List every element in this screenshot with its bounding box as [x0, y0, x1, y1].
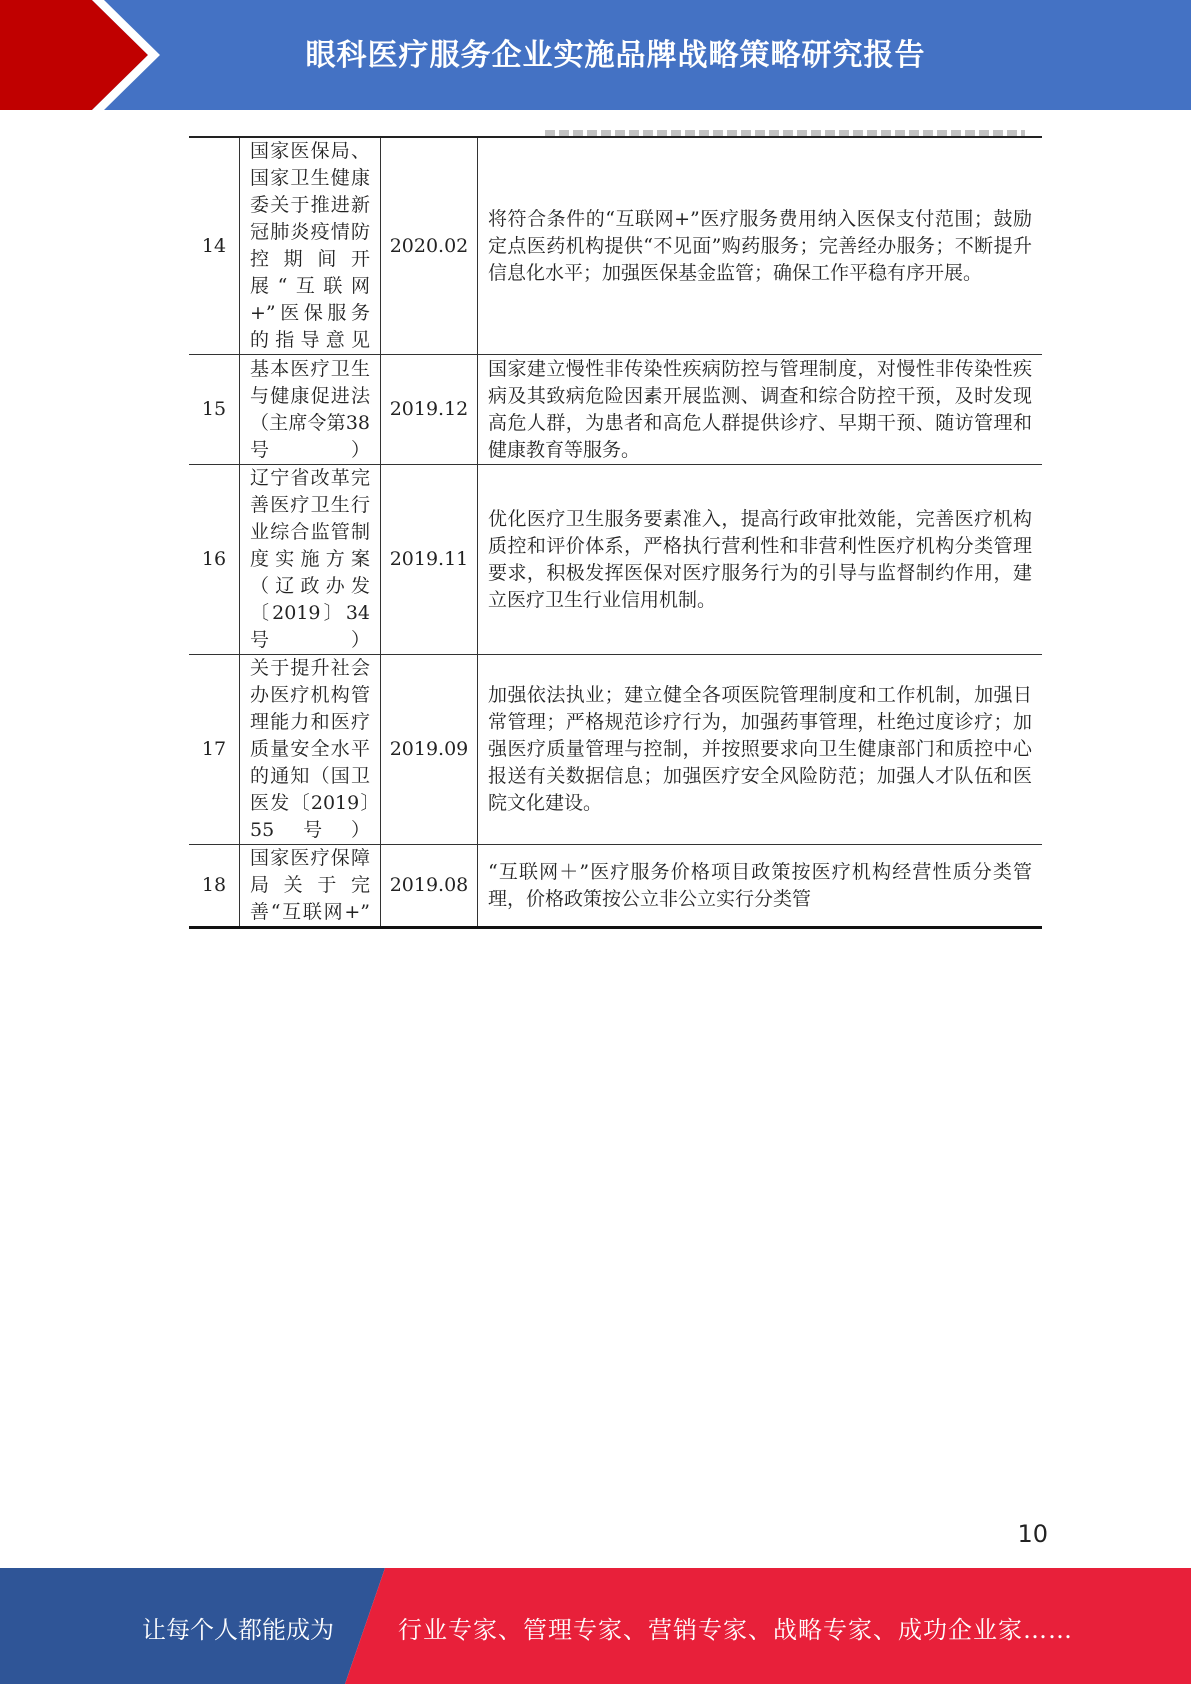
policy-date: 2019.09 [381, 655, 478, 845]
row-number: 14 [189, 137, 240, 355]
row-number: 17 [189, 655, 240, 845]
row-number: 18 [189, 845, 240, 928]
footer-slogan-right: 行业专家、管理专家、营销专家、战略专家、成功企业家…… [398, 1616, 1073, 1644]
page-header [0, 0, 1191, 110]
policy-description: 国家建立慢性非传染性疾病防控与管理制度，对慢性非传染性疾病及其致病危险因素开展监测、调查和综合防控干预，及时发现高危人群，为患者和高危人群提供诊疗、早期干预、随访管理和健康教育等服务。 [478, 355, 1043, 465]
table-row [189, 845, 1042, 928]
policy-description: 将符合条件的“互联网+”医疗服务费用纳入医保支付范围；鼓励定点医药机构提供“不见面”购药服务；完善经办服务；不断提升信息化水平；加强医保基金监管；确保工作平稳有序开展。 [478, 137, 1043, 355]
table-row [189, 655, 1042, 845]
row-number: 16 [189, 465, 240, 655]
footer-slogan-left: 让每个人都能成为 [142, 1616, 334, 1644]
policy-title: 关于提升社会办医疗机构管理能力和医疗质量安全水平的通知（国卫医发〔2019〕55号） [240, 655, 381, 845]
policy-date: 2019.08 [381, 845, 478, 928]
policy-description: “互联网＋”医疗服务价格项目政策按医疗机构经营性质分类管理，价格政策按公立非公立实行分类管 [478, 845, 1043, 928]
policy-date: 2019.11 [381, 465, 478, 655]
policy-title: 基本医疗卫生与健康促进法（主席令第38号） [240, 355, 381, 465]
page-number: 10 [1017, 1520, 1048, 1548]
policy-date: 2020.02 [381, 137, 478, 355]
policy-table [189, 136, 1042, 929]
policy-date: 2019.12 [381, 355, 478, 465]
document-title: 眼科医疗服务企业实施品牌战略策略研究报告 [305, 38, 926, 73]
row-number: 15 [189, 355, 240, 465]
table-row [189, 355, 1042, 465]
table-row [189, 465, 1042, 655]
policy-title: 辽宁省改革完善医疗卫生行业综合监管制度实施方案（辽政办发〔2019〕34号） [240, 465, 381, 655]
policy-description: 加强依法执业；建立健全各项医院管理制度和工作机制，加强日常管理；严格规范诊疗行为，加强药事管理，杜绝过度诊疗；加强医疗质量管理与控制，并按照要求向卫生健康部门和质控中心报送有关数据信息；加强医疗安全风险防范；加强人才队伍和医院文化建设。 [478, 655, 1043, 845]
policy-title: 国家医疗保障局关于完善“互联网+” [240, 845, 381, 928]
table-row [189, 137, 1042, 355]
page-footer [0, 1568, 1191, 1684]
policy-description: 优化医疗卫生服务要素准入，提高行政审批效能，完善医疗机构质控和评价体系，严格执行营利性和非营利性医疗机构分类管理要求，积极发挥医保对医疗服务行为的引导与监督制约作用，建立医疗卫生行业信用机制。 [478, 465, 1043, 655]
policy-title: 国家医保局、国家卫生健康委关于推进新冠肺炎疫情防控期间开展“互联网+”医保服务的指导意见 [240, 137, 381, 355]
